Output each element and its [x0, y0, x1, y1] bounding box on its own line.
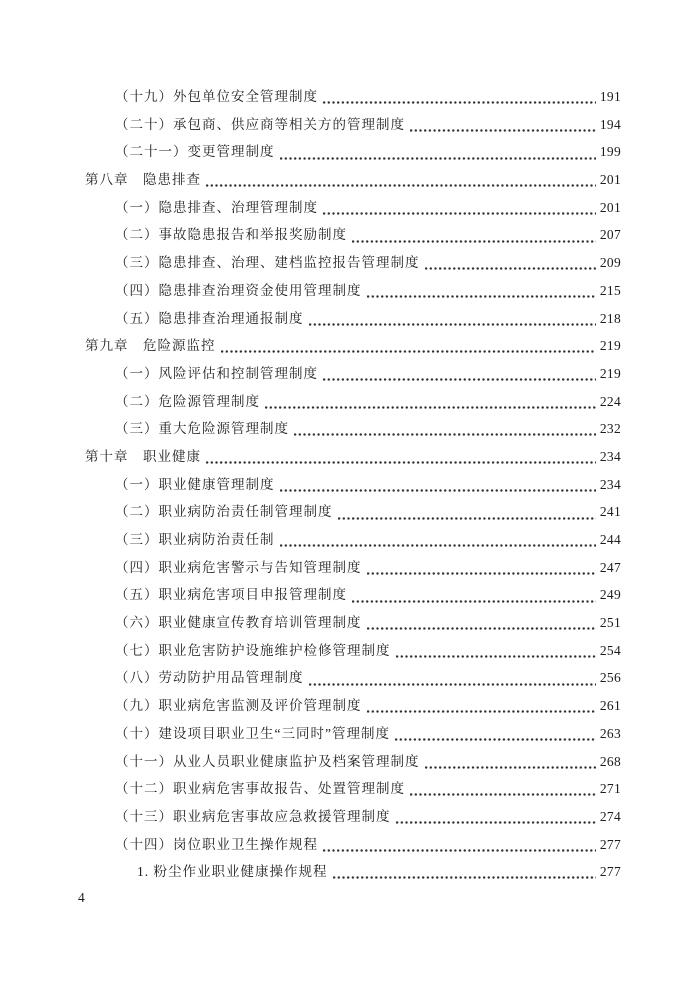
toc-entry-title: （七）职业危害防护设施维护检修管理制度: [115, 642, 391, 658]
toc-entry[interactable]: [85, 443, 621, 471]
toc-entry[interactable]: [85, 471, 621, 499]
dot-leader: [420, 249, 600, 277]
toc-entry-page: 191: [599, 89, 621, 104]
dot-leader: [333, 498, 600, 526]
dot-leader: [318, 194, 600, 222]
toc-entry-page: 251: [599, 615, 621, 631]
toc-entry[interactable]: [85, 831, 621, 859]
toc-entry[interactable]: [85, 166, 621, 194]
toc-entry-page: 244: [599, 532, 621, 547]
toc-entry-page: 219: [599, 338, 621, 354]
toc-entry-title: （一）职业健康管理制度: [115, 476, 275, 492]
dot-leader: [347, 581, 600, 609]
toc-entry[interactable]: [85, 83, 621, 111]
toc-entry-page: 219: [599, 365, 621, 381]
toc-entry-title: （四）职业病危害警示与告知管理制度: [115, 559, 362, 575]
toc-entry-title: 第九章 危险源监控: [85, 338, 216, 354]
footer-page-number: 4: [78, 890, 85, 905]
dot-leader: [201, 166, 600, 194]
toc-entry[interactable]: [85, 748, 621, 776]
toc-entry[interactable]: [85, 221, 621, 249]
toc-entry-title: （九）职业病危害监测及评价管理制度: [115, 698, 362, 714]
dot-leader: [289, 415, 600, 443]
toc-entry[interactable]: [85, 332, 621, 360]
toc-entry-title: 第八章 隐患排查: [85, 172, 201, 188]
toc-entry-page: 201: [599, 199, 621, 215]
dot-leader: [391, 637, 600, 665]
toc-entry-title: （二）职业病防治责任制管理制度: [115, 504, 333, 520]
toc-entry[interactable]: [85, 388, 621, 416]
toc-entry-page: 207: [599, 227, 621, 243]
dot-leader: [304, 305, 600, 333]
toc-entry-page: 234: [599, 476, 621, 492]
dot-leader: [318, 831, 600, 859]
toc-entry[interactable]: [85, 249, 621, 277]
toc-entry-title: （二十）承包商、供应商等相关方的管理制度: [115, 116, 405, 132]
dot-leader: [405, 775, 600, 803]
toc-entry-page: 268: [599, 753, 621, 769]
toc-entry-title: （二十一）变更管理制度: [115, 144, 275, 160]
toc-entry-page: 224: [599, 393, 621, 409]
toc-entry[interactable]: [85, 554, 621, 582]
toc-entry[interactable]: [85, 360, 621, 388]
toc-entry-page: 241: [599, 504, 621, 520]
toc-entry-title: （一）风险评估和控制管理制度: [115, 365, 318, 381]
toc-entry-page: 209: [599, 255, 621, 271]
dot-leader: [275, 138, 600, 166]
toc-entry-page: 277: [599, 836, 621, 852]
toc-entry[interactable]: [85, 277, 621, 305]
toc-entry[interactable]: [85, 692, 621, 720]
toc-entry-title: （三）隐患排查、治理、建档监控报告管理制度: [115, 255, 420, 271]
dot-leader: [260, 388, 600, 416]
dot-leader: [347, 221, 600, 249]
toc-entry[interactable]: [85, 194, 621, 222]
toc-entry-title: （三）重大危险源管理制度: [115, 421, 289, 437]
toc-entry[interactable]: [85, 498, 621, 526]
toc-entry-page: 234: [599, 448, 621, 464]
dot-leader: [318, 360, 600, 388]
toc-entry-page: 274: [599, 808, 621, 824]
toc-entry-page: 277: [599, 864, 621, 880]
toc-entry-title: （八）劳动防护用品管理制度: [115, 670, 304, 686]
toc-entry-page: 261: [599, 698, 621, 714]
toc-entry-page: 271: [599, 781, 621, 797]
dot-leader: [362, 277, 600, 305]
toc-entry[interactable]: [85, 581, 621, 609]
dot-leader: [328, 858, 600, 886]
toc-entry-page: 215: [599, 282, 621, 298]
toc-entry-page: 254: [599, 642, 621, 658]
toc-entry-title: （六）职业健康宣传教育培训管理制度: [115, 615, 362, 631]
toc-entry[interactable]: [85, 305, 621, 333]
toc-entry[interactable]: [85, 720, 621, 748]
toc-entry-page: 201: [599, 172, 621, 188]
toc-entry-title: 1. 粉尘作业职业健康操作规程: [137, 864, 328, 880]
toc-entry[interactable]: [85, 664, 621, 692]
toc-entry-title: （十二）职业病危害事故报告、处置管理制度: [115, 781, 405, 797]
toc-entry[interactable]: [85, 111, 621, 139]
toc-entry[interactable]: [85, 526, 621, 554]
toc-entry-page: 247: [599, 559, 621, 575]
toc-entry-page: 249: [599, 587, 621, 603]
dot-leader: [405, 111, 600, 139]
toc-entry[interactable]: [85, 138, 621, 166]
dot-leader: [362, 554, 600, 582]
dot-leader: [362, 692, 600, 720]
dot-leader: [362, 609, 600, 637]
dot-leader: [420, 748, 600, 776]
toc-entry-title: （十九）外包单位安全管理制度: [115, 89, 318, 104]
toc-entry-title: （二）危险源管理制度: [115, 393, 260, 409]
toc-entry-title: （四）隐患排查治理资金使用管理制度: [115, 282, 362, 298]
dot-leader: [318, 83, 600, 111]
toc-entry-title: （十三）职业病危害事故应急救援管理制度: [115, 808, 391, 824]
dot-leader: [391, 803, 600, 831]
toc-entry-page: 194: [599, 116, 621, 132]
toc-entry-title: （五）职业病危害项目申报管理制度: [115, 587, 347, 603]
toc-entry-title: （三）职业病防治责任制: [115, 532, 275, 547]
toc-entry-title: （十四）岗位职业卫生操作规程: [115, 836, 318, 852]
dot-leader: [201, 443, 600, 471]
toc-entry-title: （一）隐患排查、治理管理制度: [115, 199, 318, 215]
toc-entry[interactable]: [85, 637, 621, 665]
toc-entry-title: （二）事故隐患报告和举报奖励制度: [115, 227, 347, 243]
toc-entry-title: （十）建设项目职业卫生“三同时”管理制度: [115, 725, 390, 741]
toc-entry[interactable]: [85, 415, 621, 443]
toc-entry-page: 218: [599, 310, 621, 326]
dot-leader: [216, 332, 600, 360]
dot-leader: [275, 471, 600, 499]
table-of-contents: [85, 83, 621, 886]
toc-entry[interactable]: [85, 858, 621, 886]
toc-entry-title: （十一）从业人员职业健康监护及档案管理制度: [115, 753, 420, 769]
dot-leader: [304, 664, 600, 692]
toc-entry-title: 第十章 职业健康: [85, 448, 201, 464]
toc-entry-page: 263: [599, 725, 621, 741]
toc-entry-page: 256: [599, 670, 621, 686]
toc-entry-title: （五）隐患排查治理通报制度: [115, 310, 304, 326]
toc-entry[interactable]: [85, 775, 621, 803]
toc-entry-page: 232: [599, 421, 621, 437]
toc-entry[interactable]: [85, 803, 621, 831]
toc-entry[interactable]: [85, 609, 621, 637]
toc-entry-page: 199: [599, 144, 621, 160]
dot-leader: [275, 526, 600, 554]
dot-leader: [390, 720, 600, 748]
